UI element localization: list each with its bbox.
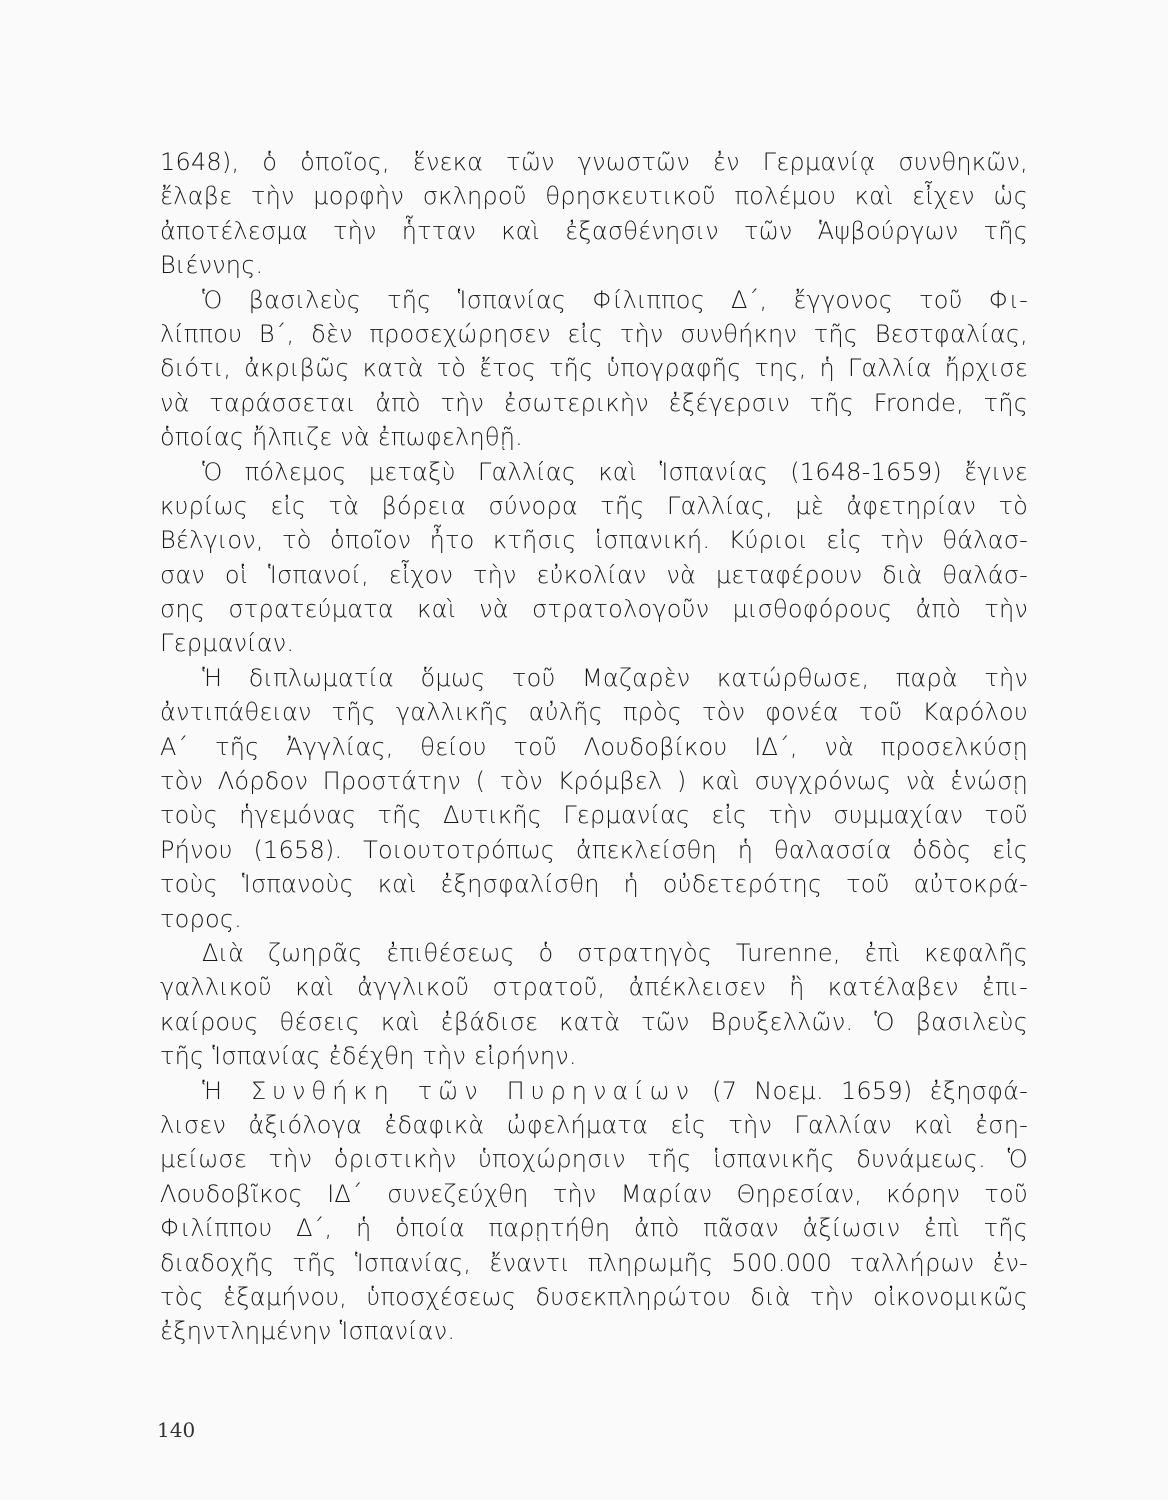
text-line: διότι, ἀκριβῶς κατὰ τὸ ἔτος τῆς ὑπογραφῆς της, ἡ Γαλλία ἤρχισε	[160, 354, 1028, 383]
paragraph	[160, 661, 1028, 936]
text-line: ἀντιπάθειαν τῆς γαλλικῆς αὐλῆς πρὸς τὸν φονέα τοῦ Καρόλου	[160, 698, 1028, 727]
text-line: ἔλαβε τὴν μορφὴν σκληροῦ θρησκευτικοῦ πολέμου καὶ εἶχεν ὡς	[160, 182, 1028, 211]
text-line: λίππου Β΄, δὲν προσεχώρησεν εἰς τὴν συνθήκην τῆς Βεστφαλίας,	[160, 319, 1028, 348]
text-line: λισεν ἀξιόλογα ἐδαφικὰ ὠφελήματα εἰς τὴν Γαλλίαν καὶ ἐση-	[160, 1110, 1028, 1139]
text-line: τορος.	[160, 904, 242, 933]
text-line: τὸς ἑξαμήνου, ὑποσχέσεως δυσεκπληρώτου διὰ τὴν οἰκονομικῶς	[160, 1282, 1028, 1311]
text-line: καίρους θέσεις καὶ ἐβάδισε κατὰ τῶν Βρυξελλῶν. Ὁ βασιλεὺς	[160, 1007, 1028, 1036]
spaced-title: Ἡ Συνθήκη τῶν Πυρηναίων	[202, 1076, 696, 1105]
paragraph	[160, 283, 1028, 455]
paragraph	[160, 145, 1028, 283]
text-line: Βέλγιον, τὸ ὁποῖον ἦτο κτῆσις ἱσπανική. Κύριοι εἰς τὴν θάλασ-	[160, 526, 1028, 555]
text-line: Ρήνου (1658). Τοιουτοτρόπως ἀπεκλείσθη ἡ θαλασσία ὁδὸς εἰς	[160, 835, 1028, 864]
page-body-text	[160, 145, 1028, 1349]
text-line: ἐξηντλημένην Ἱσπανίαν.	[160, 1317, 456, 1346]
text-line: ὁποίας ἤλπιζε νὰ ἐπωφεληθῇ.	[160, 423, 523, 452]
text-line: Βιέννης.	[160, 251, 264, 280]
text-line: Γερμανίαν.	[160, 629, 295, 658]
page-number: 140	[157, 1418, 196, 1442]
text-line: σαν οἱ Ἱσπανοί, εἶχον τὴν εὐκολίαν νὰ μεταφέρουν διὰ θαλάσ-	[160, 560, 1028, 589]
text-line: τοὺς Ἱσπανοὺς καὶ ἐξησφαλίσθη ἡ οὐδετερότης τοῦ αὐτοκρά-	[160, 870, 1028, 899]
paragraph	[160, 936, 1028, 1074]
text-line: τὸν Λόρδον Προστάτην ( τὸν Κρόμβελ ) καὶ συγχρόνως νὰ ἑνώσῃ	[160, 767, 1028, 796]
text-line: διαδοχῆς τῆς Ἱσπανίας, ἔναντι πληρωμῆς 500.000 ταλλήρων ἐν-	[160, 1248, 1028, 1277]
text-line: Φιλίππου Δ΄, ἡ ὁποία παρῃτήθη ἀπὸ πᾶσαν ἀξίωσιν ἐπὶ τῆς	[160, 1214, 1028, 1243]
text-line	[160, 1074, 1028, 1108]
line-text: (7 Νοεμ. 1659) ἐξησφά-	[695, 1076, 1028, 1105]
text-line: Διὰ ζωηρᾶς ἐπιθέσεως ὁ στρατηγὸς Turenne, ἐπὶ κεφαλῆς	[202, 938, 1028, 967]
paragraph	[160, 455, 1028, 661]
text-line: Ὁ πόλεμος μεταξὺ Γαλλίας καὶ Ἱσπανίας (1648-1659) ἔγινε	[202, 457, 1028, 486]
paragraph	[160, 1074, 1028, 1349]
text-line: σης στρατεύματα καὶ νὰ στρατολογοῦν μισθοφόρους ἀπὸ τὴν	[160, 595, 1028, 624]
text-line: γαλλικοῦ καὶ ἀγγλικοῦ στρατοῦ, ἀπέκλεισεν ἢ κατέλαβεν ἐπι-	[160, 973, 1028, 1002]
text-line: ἀποτέλεσμα τὴν ἧτταν καὶ ἐξασθένησιν τῶν Ἁψβούργων τῆς	[160, 216, 1028, 245]
text-line: Ὁ βασιλεὺς τῆς Ἱσπανίας Φίλιππος Δ΄, ἔγγονος τοῦ Φι-	[202, 285, 1028, 314]
text-line: Α΄ τῆς Ἀγγλίας, θείου τοῦ Λουδοβίκου ΙΔ΄, νὰ προσελκύσῃ	[160, 732, 1028, 761]
text-line: τῆς Ἱσπανίας ἐδέχθη τὴν εἰρήνην.	[160, 1042, 577, 1071]
text-line: Ἡ διπλωματία ὅμως τοῦ Μαζαρὲν κατώρθωσε, παρὰ τὴν	[202, 663, 1028, 692]
text-line: μείωσε τὴν ὁριστικὴν ὑποχώρησιν τῆς ἱσπανικῆς δυνάμεως. Ὁ	[160, 1145, 1028, 1174]
text-line: 1648), ὁ ὁποῖος, ἕνεκα τῶν γνωστῶν ἐν Γερμανίᾳ συνθηκῶν,	[160, 148, 1028, 176]
text-line: κυρίως εἰς τὰ βόρεια σύνορα τῆς Γαλλίας, μὲ ἀφετηρίαν τὸ	[160, 491, 1028, 520]
text-line: νὰ ταράσσεται ἀπὸ τὴν ἐσωτερικὴν ἐξέγερσιν τῆς Fronde, τῆς	[160, 388, 1028, 417]
text-line: τοὺς ἡγεμόνας τῆς Δυτικῆς Γερμανίας εἰς τὴν συμμαχίαν τοῦ	[160, 801, 1028, 830]
text-line: Λουδοβῖκος ΙΔ΄ συνεζεύχθη τὴν Μαρίαν Θηρεσίαν, κόρην τοῦ	[160, 1179, 1028, 1208]
